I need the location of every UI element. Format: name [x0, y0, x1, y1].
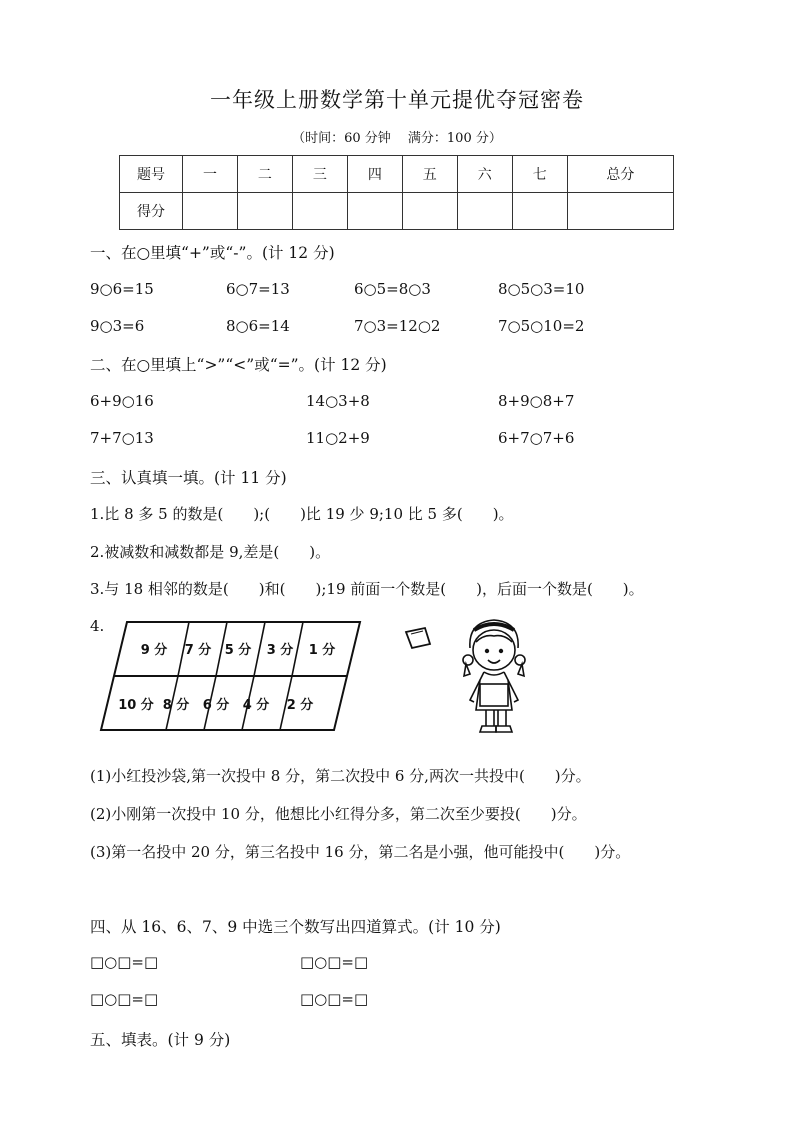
sec1-item: 8○6=14: [226, 317, 290, 335]
sec2-item: 8+9○8+7: [498, 392, 575, 410]
sec2-item: 11○2+9: [306, 429, 370, 447]
score-table-score-row: [120, 193, 674, 230]
sec2-item: 7+7○13: [90, 429, 154, 447]
grid-cell-score: 9 分: [140, 643, 168, 658]
girl-illustration: [458, 614, 532, 744]
question-3-4-label: 4.: [90, 617, 105, 635]
sec2-item: 6+9○16: [90, 392, 154, 410]
question-4-sub-2: (2)小刚第一次投中 10 分，他想比小红得分多，第二次至少要投( )分。: [90, 805, 587, 823]
question-3-1: 1.比 8 多 5 的数是( );( )比 19 少 9;10 比 5 多( )。: [90, 505, 514, 523]
grid-cell-score: 7 分: [184, 643, 212, 658]
question-4-sub-3: (3)第一名投中 20 分，第三名投中 16 分，第二名是小强，他可能投中( )分。: [90, 843, 631, 861]
score-header-cell: 五: [402, 156, 457, 193]
question-3-2: 2.被减数和减数都是 9,差是( )。: [90, 543, 331, 561]
score-cell[interactable]: [292, 193, 347, 230]
target-grid-figure: [96, 618, 366, 734]
question-4-sub-1: (1)小红投沙袋,第一次投中 8 分，第二次投中 6 分,两次一共投中( )分。: [90, 767, 591, 785]
grid-cell-score: 2 分: [286, 698, 314, 713]
grid-cell-score: 1 分: [308, 643, 336, 658]
score-header-cell: 六: [457, 156, 512, 193]
score-header-cell: 三: [292, 156, 347, 193]
section-5-heading: 五、填表。(计 9 分): [90, 1031, 231, 1049]
question-3-3: 3.与 18 相邻的数是( )和( );19 前面一个数是( )，后面一个数是( )。: [90, 580, 644, 598]
grid-cell-score: 4 分: [242, 698, 270, 713]
score-row-label: 得分: [120, 193, 183, 230]
score-header-cell: 四: [347, 156, 402, 193]
page-title: 一年级上册数学第十单元提优夺冠密卷: [210, 88, 584, 112]
score-header-cell: 七: [512, 156, 567, 193]
sec1-item: 6○5=8○3: [354, 280, 431, 298]
sec4-item: □○□=□: [90, 990, 159, 1008]
score-header-cell: 总分: [567, 156, 673, 193]
grid-cell-score: 6 分: [202, 698, 230, 713]
sec2-item: 14○3+8: [306, 392, 370, 410]
section-1-heading: 一、在○里填“+”或“-”。(计 12 分): [90, 244, 335, 262]
sec1-item: 7○3=12○2: [354, 317, 441, 335]
sec4-item: □○□=□: [300, 990, 369, 1008]
score-cell[interactable]: [402, 193, 457, 230]
score-cell[interactable]: [183, 193, 238, 230]
score-cell[interactable]: [237, 193, 292, 230]
sec1-item: 9○3=6: [90, 317, 145, 335]
sec2-item: 6+7○7+6: [498, 429, 575, 447]
score-table: [119, 155, 674, 230]
grid-cell-score: 10 分: [118, 698, 154, 713]
score-header-cell: 题号: [120, 156, 183, 193]
sandbag-icon: [403, 626, 433, 650]
sec4-item: □○□=□: [90, 953, 159, 971]
score-cell[interactable]: [347, 193, 402, 230]
sec1-item: 9○6=15: [90, 280, 154, 298]
grid-cell-score: 5 分: [224, 643, 252, 658]
section-4-heading: 四、从 16、6、7、9 中选三个数写出四道算式。(计 10 分): [90, 918, 501, 936]
grid-cell-score: 8 分: [162, 698, 190, 713]
score-cell[interactable]: [512, 193, 567, 230]
sec4-item: □○□=□: [300, 953, 369, 971]
score-header-cell: 二: [237, 156, 292, 193]
score-cell[interactable]: [567, 193, 673, 230]
sec1-item: 8○5○3=10: [498, 280, 585, 298]
section-2-heading: 二、在○里填上“>”“<”或“=”。(计 12 分): [90, 356, 387, 374]
grid-cell-score: 3 分: [266, 643, 294, 658]
score-cell[interactable]: [457, 193, 512, 230]
exam-info: （时间：60 分钟 满分：100 分）: [292, 131, 502, 146]
score-header-cell: 一: [183, 156, 238, 193]
sec1-item: 7○5○10=2: [498, 317, 585, 335]
sec1-item: 6○7=13: [226, 280, 290, 298]
section-3-heading: 三、认真填一填。(计 11 分): [90, 469, 287, 487]
score-table-header-row: [120, 156, 674, 193]
